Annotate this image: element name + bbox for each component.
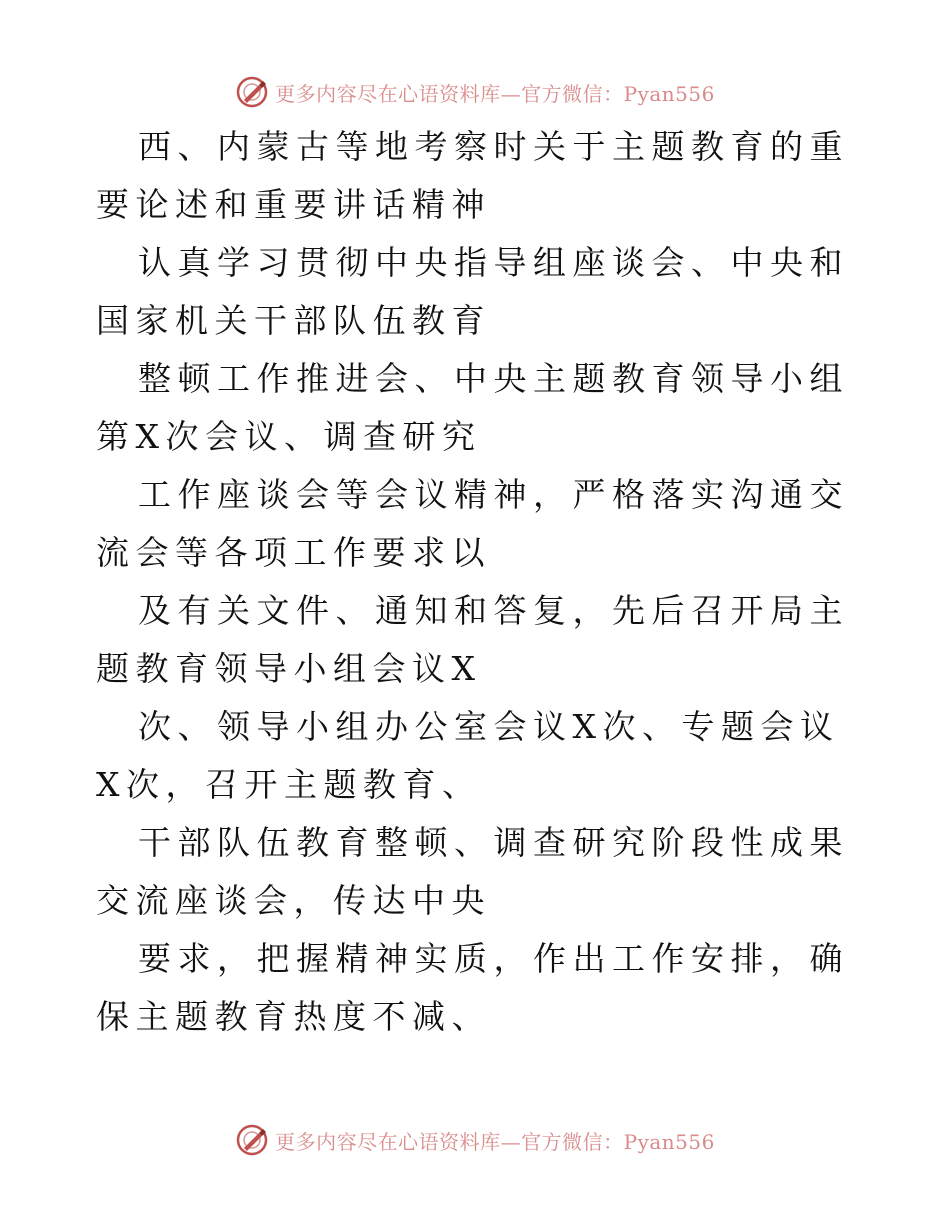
paragraph-5: 及有关文件、通知和答复，先后召开局主题教育领导小组会议X [96, 591, 849, 688]
document-body [0, 118, 950, 1046]
paragraph-8: 要求，把握精神实质，作出工作安排，确保主题教育热度不减、 [96, 939, 849, 1036]
paragraph-6: 次、领导小组办公室会议X次、专题会议X次，召开主题教育、 [96, 707, 840, 804]
brand-logo-icon [235, 75, 269, 109]
header-watermark [0, 72, 950, 112]
brand-logo-icon [235, 1123, 269, 1157]
paragraph-4: 工作座谈会等会议精神，严格落实沟通交流会等各项工作要求以 [96, 475, 849, 572]
paragraph-7: 干部队伍教育整顿、调查研究阶段性成果交流座谈会，传达中央 [96, 823, 849, 920]
watermark-text: 更多内容尽在心语资料库—官方微信：Pyan556 [275, 81, 715, 106]
paragraph-1: 西、内蒙古等地考察时关于主题教育的重要论述和重要讲话精神 [96, 127, 849, 224]
paragraph-3: 整顿工作推进会、中央主题教育领导小组第X次会议、调查研究 [96, 359, 849, 456]
watermark-text: 更多内容尽在心语资料库—官方微信：Pyan556 [275, 1129, 715, 1154]
footer-watermark [0, 1120, 950, 1160]
paragraph-2: 认真学习贯彻中央指导组座谈会、中央和国家机关干部队伍教育 [96, 243, 849, 340]
